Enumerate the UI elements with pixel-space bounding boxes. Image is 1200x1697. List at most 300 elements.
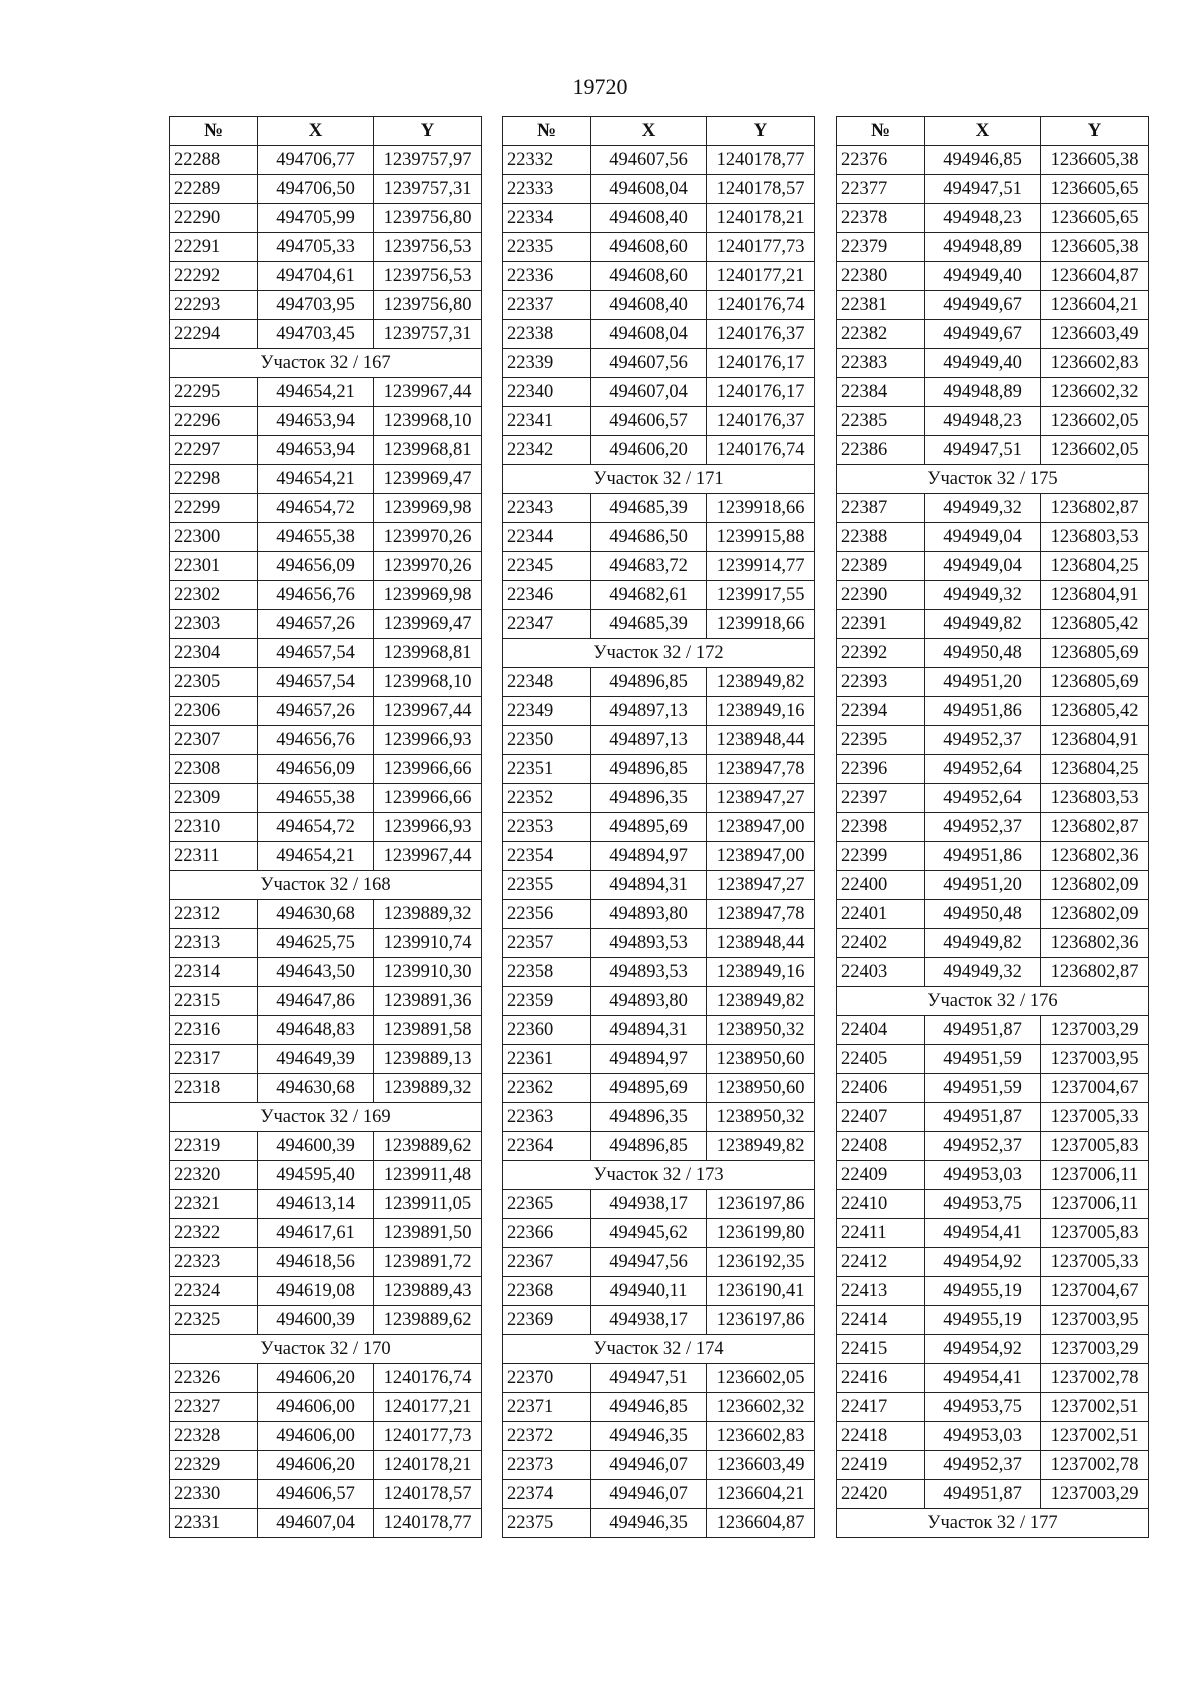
table-row: [837, 784, 1149, 813]
point-number-cell: 22344: [503, 523, 591, 552]
table-row: [170, 523, 482, 552]
x-coordinate-cell: 494654,72: [258, 813, 374, 842]
point-number-cell: 22341: [503, 407, 591, 436]
x-coordinate-cell: 494653,94: [258, 407, 374, 436]
point-number-cell: 22317: [170, 1045, 258, 1074]
section-row: [503, 465, 815, 494]
y-coordinate-cell: 1239970,26: [374, 523, 482, 552]
y-coordinate-cell: 1236804,91: [1041, 726, 1149, 755]
x-coordinate-cell: 494938,17: [591, 1306, 707, 1335]
y-coordinate-cell: 1239969,98: [374, 494, 482, 523]
table-row: [837, 610, 1149, 639]
point-number-cell: 22322: [170, 1219, 258, 1248]
y-coordinate-cell: 1238948,44: [707, 929, 815, 958]
point-number-cell: 22349: [503, 697, 591, 726]
table-row: [170, 1306, 482, 1335]
x-coordinate-cell: 494685,39: [591, 610, 707, 639]
x-coordinate-cell: 494606,20: [258, 1364, 374, 1393]
y-coordinate-cell: 1240177,21: [707, 262, 815, 291]
point-number-cell: 22343: [503, 494, 591, 523]
table-row: [170, 929, 482, 958]
table-row: [837, 900, 1149, 929]
y-coordinate-cell: 1240176,74: [707, 436, 815, 465]
y-coordinate-cell: 1238950,60: [707, 1074, 815, 1103]
x-coordinate-cell: 494951,87: [925, 1103, 1041, 1132]
x-coordinate-cell: 494608,40: [591, 291, 707, 320]
x-coordinate-cell: 494653,94: [258, 436, 374, 465]
point-number-cell: 22401: [837, 900, 925, 929]
table-row: [503, 175, 815, 204]
table-row: [503, 726, 815, 755]
point-number-cell: 22368: [503, 1277, 591, 1306]
table-row: [170, 1451, 482, 1480]
y-coordinate-cell: 1240176,37: [707, 320, 815, 349]
point-number-cell: 22397: [837, 784, 925, 813]
x-coordinate-cell: 494953,75: [925, 1190, 1041, 1219]
x-coordinate-cell: 494630,68: [258, 1074, 374, 1103]
point-number-cell: 22311: [170, 842, 258, 871]
y-coordinate-cell: 1237003,95: [1041, 1045, 1149, 1074]
table-row: [170, 320, 482, 349]
table-row: [170, 813, 482, 842]
point-number-cell: 22372: [503, 1422, 591, 1451]
table-row: [503, 407, 815, 436]
header-y: Y: [374, 117, 482, 146]
point-number-cell: 22406: [837, 1074, 925, 1103]
x-coordinate-cell: 494656,76: [258, 726, 374, 755]
y-coordinate-cell: 1237002,51: [1041, 1422, 1149, 1451]
x-coordinate-cell: 494704,61: [258, 262, 374, 291]
point-number-cell: 22407: [837, 1103, 925, 1132]
point-number-cell: 22364: [503, 1132, 591, 1161]
header-row: [503, 117, 815, 146]
section-title: Участок 32 / 171: [503, 465, 815, 494]
point-number-cell: 22383: [837, 349, 925, 378]
y-coordinate-cell: 1237003,29: [1041, 1016, 1149, 1045]
x-coordinate-cell: 494895,69: [591, 813, 707, 842]
y-coordinate-cell: 1240176,17: [707, 349, 815, 378]
header-row: [170, 117, 482, 146]
point-number-cell: 22378: [837, 204, 925, 233]
y-coordinate-cell: 1240178,21: [374, 1451, 482, 1480]
y-coordinate-cell: 1236804,25: [1041, 755, 1149, 784]
table-row: [170, 465, 482, 494]
point-number-cell: 22325: [170, 1306, 258, 1335]
table-row: [837, 1306, 1149, 1335]
point-number-cell: 22324: [170, 1277, 258, 1306]
y-coordinate-cell: 1237006,11: [1041, 1190, 1149, 1219]
x-coordinate-cell: 494946,07: [591, 1480, 707, 1509]
point-number-cell: 22357: [503, 929, 591, 958]
y-coordinate-cell: 1240176,37: [707, 407, 815, 436]
point-number-cell: 22389: [837, 552, 925, 581]
point-number-cell: 22385: [837, 407, 925, 436]
x-coordinate-cell: 494608,60: [591, 262, 707, 291]
table-row: [837, 523, 1149, 552]
section-row: [170, 1335, 482, 1364]
section-row: [170, 871, 482, 900]
y-coordinate-cell: 1239891,36: [374, 987, 482, 1016]
x-coordinate-cell: 494951,86: [925, 842, 1041, 871]
point-number-cell: 22340: [503, 378, 591, 407]
x-coordinate-cell: 494948,23: [925, 407, 1041, 436]
x-coordinate-cell: 494647,86: [258, 987, 374, 1016]
y-coordinate-cell: 1238950,32: [707, 1103, 815, 1132]
y-coordinate-cell: 1239889,32: [374, 1074, 482, 1103]
y-coordinate-cell: 1236605,38: [1041, 233, 1149, 262]
y-coordinate-cell: 1239967,44: [374, 378, 482, 407]
table-row: [837, 813, 1149, 842]
y-coordinate-cell: 1239918,66: [707, 494, 815, 523]
point-number-cell: 22360: [503, 1016, 591, 1045]
x-coordinate-cell: 494953,03: [925, 1161, 1041, 1190]
table-row: [170, 610, 482, 639]
x-coordinate-cell: 494607,04: [258, 1509, 374, 1538]
point-number-cell: 22323: [170, 1248, 258, 1277]
point-number-cell: 22339: [503, 349, 591, 378]
x-coordinate-cell: 494949,40: [925, 349, 1041, 378]
y-coordinate-cell: 1240178,57: [374, 1480, 482, 1509]
table-row: [837, 958, 1149, 987]
x-coordinate-cell: 494706,77: [258, 146, 374, 175]
table-row: [503, 1480, 815, 1509]
point-number-cell: 22296: [170, 407, 258, 436]
y-coordinate-cell: 1238949,82: [707, 668, 815, 697]
y-coordinate-cell: 1239891,72: [374, 1248, 482, 1277]
point-number-cell: 22362: [503, 1074, 591, 1103]
x-coordinate-cell: 494949,82: [925, 610, 1041, 639]
table-row: [837, 262, 1149, 291]
point-number-cell: 22400: [837, 871, 925, 900]
table-row: [503, 987, 815, 1016]
point-number-cell: 22370: [503, 1364, 591, 1393]
point-number-cell: 22413: [837, 1277, 925, 1306]
table-row: [170, 175, 482, 204]
x-coordinate-cell: 494951,20: [925, 668, 1041, 697]
table-row: [503, 1422, 815, 1451]
x-coordinate-cell: 494893,80: [591, 987, 707, 1016]
y-coordinate-cell: 1239910,74: [374, 929, 482, 958]
y-coordinate-cell: 1236602,05: [1041, 407, 1149, 436]
header-y: Y: [707, 117, 815, 146]
x-coordinate-cell: 494951,59: [925, 1074, 1041, 1103]
x-coordinate-cell: 494613,14: [258, 1190, 374, 1219]
point-number-cell: 22292: [170, 262, 258, 291]
table-row: [503, 378, 815, 407]
table-row: [503, 552, 815, 581]
table-row: [503, 1190, 815, 1219]
table-row: [503, 204, 815, 233]
header-x: X: [925, 117, 1041, 146]
section-title: Участок 32 / 170: [170, 1335, 482, 1364]
point-number-cell: 22393: [837, 668, 925, 697]
y-coordinate-cell: 1236805,69: [1041, 668, 1149, 697]
table-row: [837, 494, 1149, 523]
x-coordinate-cell: 494945,62: [591, 1219, 707, 1248]
y-coordinate-cell: 1236805,42: [1041, 610, 1149, 639]
table-row: [503, 900, 815, 929]
section-title: Участок 32 / 174: [503, 1335, 815, 1364]
x-coordinate-cell: 494954,41: [925, 1364, 1041, 1393]
table-row: [837, 1364, 1149, 1393]
table-row: [503, 1306, 815, 1335]
x-coordinate-cell: 494893,53: [591, 958, 707, 987]
y-coordinate-cell: 1239914,77: [707, 552, 815, 581]
x-coordinate-cell: 494896,85: [591, 668, 707, 697]
table-row: [503, 436, 815, 465]
point-number-cell: 22382: [837, 320, 925, 349]
table-row: [503, 929, 815, 958]
point-number-cell: 22304: [170, 639, 258, 668]
x-coordinate-cell: 494954,92: [925, 1335, 1041, 1364]
y-coordinate-cell: 1238949,82: [707, 1132, 815, 1161]
x-coordinate-cell: 494656,09: [258, 755, 374, 784]
header-y: Y: [1041, 117, 1149, 146]
x-coordinate-cell: 494950,48: [925, 639, 1041, 668]
x-coordinate-cell: 494619,08: [258, 1277, 374, 1306]
table-row: [503, 1219, 815, 1248]
y-coordinate-cell: 1239966,93: [374, 813, 482, 842]
y-coordinate-cell: 1239968,81: [374, 639, 482, 668]
table-row: [170, 755, 482, 784]
point-number-cell: 22414: [837, 1306, 925, 1335]
table-row: [503, 842, 815, 871]
x-coordinate-cell: 494595,40: [258, 1161, 374, 1190]
section-title: Участок 32 / 173: [503, 1161, 815, 1190]
coordinates-table-3: [836, 116, 1149, 1538]
table-row: [170, 1219, 482, 1248]
x-coordinate-cell: 494953,03: [925, 1422, 1041, 1451]
x-coordinate-cell: 494654,21: [258, 842, 374, 871]
point-number-cell: 22337: [503, 291, 591, 320]
x-coordinate-cell: 494655,38: [258, 784, 374, 813]
y-coordinate-cell: 1236602,05: [1041, 436, 1149, 465]
y-coordinate-cell: 1239969,98: [374, 581, 482, 610]
header-x: X: [258, 117, 374, 146]
point-number-cell: 22347: [503, 610, 591, 639]
table-row: [837, 436, 1149, 465]
y-coordinate-cell: 1237002,78: [1041, 1364, 1149, 1393]
point-number-cell: 22376: [837, 146, 925, 175]
section-row: [503, 639, 815, 668]
y-coordinate-cell: 1237002,51: [1041, 1393, 1149, 1422]
y-coordinate-cell: 1236603,49: [707, 1451, 815, 1480]
y-coordinate-cell: 1236197,86: [707, 1306, 815, 1335]
point-number-cell: 22352: [503, 784, 591, 813]
y-coordinate-cell: 1239889,43: [374, 1277, 482, 1306]
table-row: [503, 1103, 815, 1132]
table-row: [170, 668, 482, 697]
x-coordinate-cell: 494952,37: [925, 813, 1041, 842]
point-number-cell: 22306: [170, 697, 258, 726]
point-number-cell: 22315: [170, 987, 258, 1016]
point-number-cell: 22375: [503, 1509, 591, 1538]
table-row: [837, 639, 1149, 668]
y-coordinate-cell: 1237003,29: [1041, 1480, 1149, 1509]
point-number-cell: 22411: [837, 1219, 925, 1248]
y-coordinate-cell: 1239966,93: [374, 726, 482, 755]
y-coordinate-cell: 1236802,09: [1041, 900, 1149, 929]
y-coordinate-cell: 1236604,87: [1041, 262, 1149, 291]
table-row: [837, 1132, 1149, 1161]
x-coordinate-cell: 494947,51: [925, 436, 1041, 465]
point-number-cell: 22316: [170, 1016, 258, 1045]
y-coordinate-cell: 1238949,16: [707, 958, 815, 987]
y-coordinate-cell: 1237005,33: [1041, 1248, 1149, 1277]
x-coordinate-cell: 494951,87: [925, 1016, 1041, 1045]
y-coordinate-cell: 1236802,36: [1041, 842, 1149, 871]
x-coordinate-cell: 494948,89: [925, 378, 1041, 407]
point-number-cell: 22355: [503, 871, 591, 900]
point-number-cell: 22300: [170, 523, 258, 552]
y-coordinate-cell: 1239917,55: [707, 581, 815, 610]
point-number-cell: 22377: [837, 175, 925, 204]
y-coordinate-cell: 1239915,88: [707, 523, 815, 552]
point-number-cell: 22359: [503, 987, 591, 1016]
point-number-cell: 22354: [503, 842, 591, 871]
y-coordinate-cell: 1236192,35: [707, 1248, 815, 1277]
y-coordinate-cell: 1240176,74: [374, 1364, 482, 1393]
x-coordinate-cell: 494951,59: [925, 1045, 1041, 1074]
point-number-cell: 22326: [170, 1364, 258, 1393]
table-row: [170, 494, 482, 523]
table-row: [170, 1422, 482, 1451]
y-coordinate-cell: 1239968,10: [374, 407, 482, 436]
point-number-cell: 22331: [170, 1509, 258, 1538]
point-number-cell: 22363: [503, 1103, 591, 1132]
x-coordinate-cell: 494949,04: [925, 523, 1041, 552]
point-number-cell: 22314: [170, 958, 258, 987]
x-coordinate-cell: 494896,35: [591, 784, 707, 813]
x-coordinate-cell: 494949,32: [925, 958, 1041, 987]
point-number-cell: 22404: [837, 1016, 925, 1045]
section-title: Участок 32 / 175: [837, 465, 1149, 494]
x-coordinate-cell: 494893,53: [591, 929, 707, 958]
coordinates-table-1: [169, 116, 482, 1538]
coordinates-table-2: [502, 116, 815, 1538]
x-coordinate-cell: 494630,68: [258, 900, 374, 929]
table-row: [170, 900, 482, 929]
y-coordinate-cell: 1236190,41: [707, 1277, 815, 1306]
point-number-cell: 22351: [503, 755, 591, 784]
point-number-cell: 22374: [503, 1480, 591, 1509]
y-coordinate-cell: 1236802,87: [1041, 494, 1149, 523]
point-number-cell: 22418: [837, 1422, 925, 1451]
point-number-cell: 22408: [837, 1132, 925, 1161]
point-number-cell: 22333: [503, 175, 591, 204]
header-x: X: [591, 117, 707, 146]
table-row: [170, 987, 482, 1016]
y-coordinate-cell: 1239891,50: [374, 1219, 482, 1248]
y-coordinate-cell: 1236605,65: [1041, 204, 1149, 233]
point-number-cell: 22348: [503, 668, 591, 697]
table-row: [837, 146, 1149, 175]
point-number-cell: 22345: [503, 552, 591, 581]
x-coordinate-cell: 494682,61: [591, 581, 707, 610]
header-num: №: [837, 117, 925, 146]
y-coordinate-cell: 1237003,95: [1041, 1306, 1149, 1335]
y-coordinate-cell: 1239968,10: [374, 668, 482, 697]
y-coordinate-cell: 1238948,44: [707, 726, 815, 755]
y-coordinate-cell: 1236802,87: [1041, 813, 1149, 842]
y-coordinate-cell: 1236197,86: [707, 1190, 815, 1219]
table-row: [170, 1161, 482, 1190]
point-number-cell: 22395: [837, 726, 925, 755]
x-coordinate-cell: 494940,11: [591, 1277, 707, 1306]
point-number-cell: 22394: [837, 697, 925, 726]
y-coordinate-cell: 1239757,97: [374, 146, 482, 175]
table-row: [503, 1016, 815, 1045]
y-coordinate-cell: 1236604,21: [707, 1480, 815, 1509]
point-number-cell: 22367: [503, 1248, 591, 1277]
y-coordinate-cell: 1236602,83: [707, 1422, 815, 1451]
point-number-cell: 22361: [503, 1045, 591, 1074]
point-number-cell: 22312: [170, 900, 258, 929]
table-row: [837, 929, 1149, 958]
y-coordinate-cell: 1239967,44: [374, 697, 482, 726]
table-row: [170, 581, 482, 610]
section-row: [837, 1509, 1149, 1538]
table-row: [837, 726, 1149, 755]
point-number-cell: 22353: [503, 813, 591, 842]
section-title: Участок 32 / 168: [170, 871, 482, 900]
point-number-cell: 22293: [170, 291, 258, 320]
x-coordinate-cell: 494600,39: [258, 1306, 374, 1335]
table-row: [503, 146, 815, 175]
table-row: [170, 1393, 482, 1422]
x-coordinate-cell: 494657,54: [258, 668, 374, 697]
point-number-cell: 22302: [170, 581, 258, 610]
y-coordinate-cell: 1240177,21: [374, 1393, 482, 1422]
table-row: [170, 1277, 482, 1306]
point-number-cell: 22419: [837, 1451, 925, 1480]
point-number-cell: 22417: [837, 1393, 925, 1422]
table-row: [837, 755, 1149, 784]
y-coordinate-cell: 1237005,83: [1041, 1132, 1149, 1161]
y-coordinate-cell: 1236804,25: [1041, 552, 1149, 581]
point-number-cell: 22402: [837, 929, 925, 958]
table-row: [170, 639, 482, 668]
section-row: [170, 1103, 482, 1132]
table-row: [170, 1045, 482, 1074]
table-row: [837, 1480, 1149, 1509]
y-coordinate-cell: 1238949,16: [707, 697, 815, 726]
x-coordinate-cell: 494894,31: [591, 1016, 707, 1045]
x-coordinate-cell: 494606,00: [258, 1393, 374, 1422]
y-coordinate-cell: 1238947,00: [707, 842, 815, 871]
x-coordinate-cell: 494949,32: [925, 494, 1041, 523]
x-coordinate-cell: 494895,69: [591, 1074, 707, 1103]
point-number-cell: 22321: [170, 1190, 258, 1219]
x-coordinate-cell: 494608,04: [591, 320, 707, 349]
point-number-cell: 22420: [837, 1480, 925, 1509]
y-coordinate-cell: 1236802,36: [1041, 929, 1149, 958]
y-coordinate-cell: 1237004,67: [1041, 1074, 1149, 1103]
x-coordinate-cell: 494683,72: [591, 552, 707, 581]
point-number-cell: 22295: [170, 378, 258, 407]
y-coordinate-cell: 1240177,73: [374, 1422, 482, 1451]
point-number-cell: 22309: [170, 784, 258, 813]
table-row: [503, 1045, 815, 1074]
point-number-cell: 22412: [837, 1248, 925, 1277]
x-coordinate-cell: 494955,19: [925, 1306, 1041, 1335]
y-coordinate-cell: 1239756,53: [374, 262, 482, 291]
x-coordinate-cell: 494894,97: [591, 1045, 707, 1074]
y-coordinate-cell: 1239911,48: [374, 1161, 482, 1190]
x-coordinate-cell: 494952,37: [925, 1451, 1041, 1480]
table-row: [503, 1451, 815, 1480]
point-number-cell: 22332: [503, 146, 591, 175]
